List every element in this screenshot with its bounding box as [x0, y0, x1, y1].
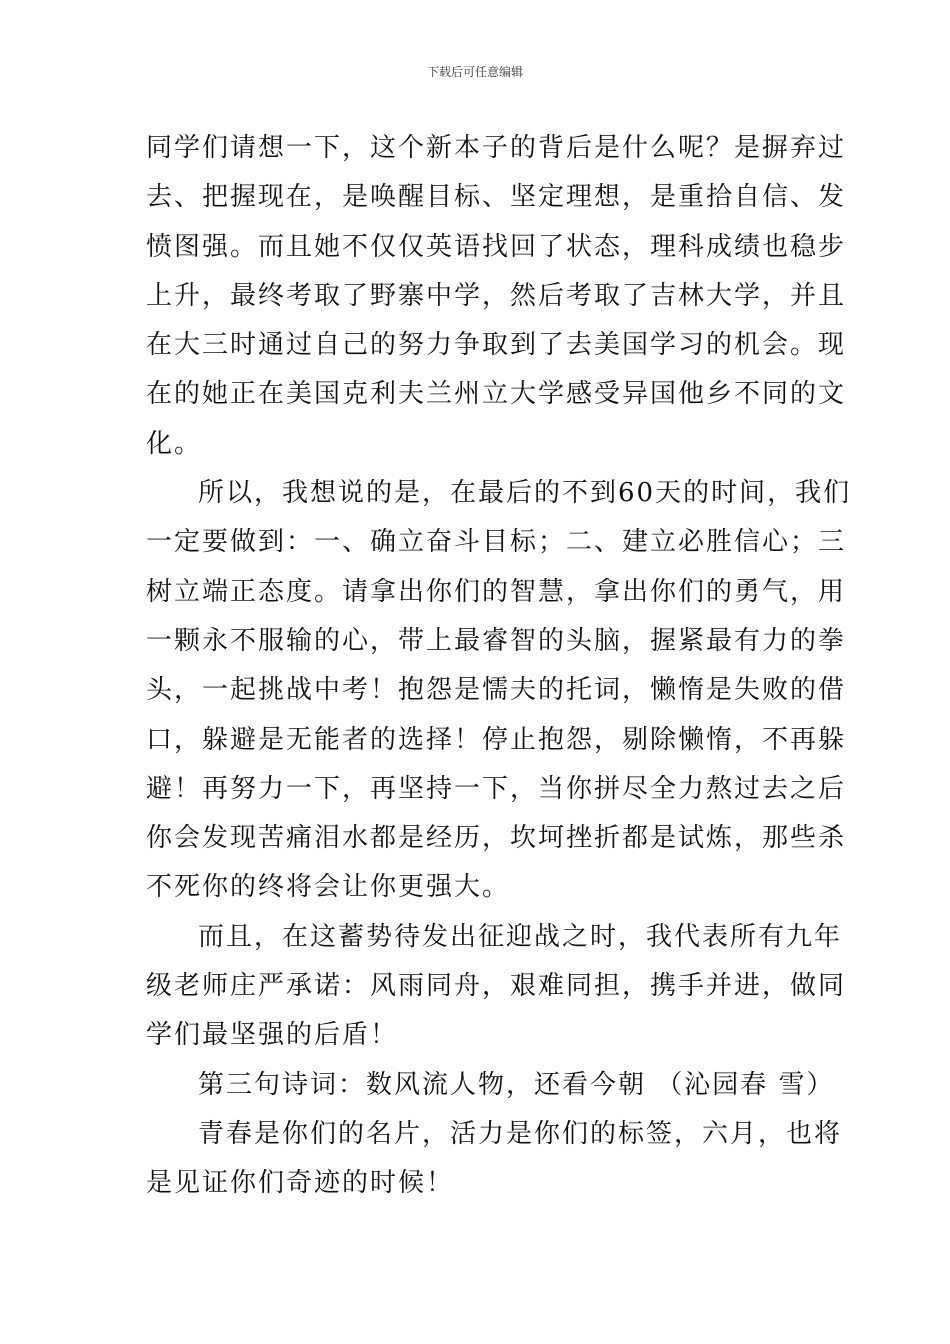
text-line: 口，躲避是无能者的选择！停止抱怨，剔除懒惰，不再躲: [146, 724, 847, 755]
text-line: 学们最坚强的后盾！: [146, 1020, 399, 1051]
paragraph-start-line: 所以，我想说的是，在最后的不到60天的时间，我们: [198, 478, 852, 509]
text-line: 上升，最终考取了野寨中学，然后考取了吉林大学，并且: [146, 280, 847, 311]
text-line: 去、把握现在，是唤醒目标、坚定理想，是重拾自信、发: [146, 182, 847, 213]
text-line: 一定要做到：一、确立奋斗目标；二、建立必胜信心；三: [146, 527, 847, 558]
text-line: 级老师庄严承诺：风雨同舟，艰难同担，携手并进，做同: [146, 971, 847, 1002]
text-line: 愤图强。而且她不仅仅英语找回了状态，理科成绩也稳步: [146, 231, 847, 262]
document-body: [146, 124, 852, 1209]
text-line: 在大三时通过自己的努力争取到了去美国学习的机会。现: [146, 330, 847, 361]
text-line: 一颗永不服输的心，带上最睿智的头脑，握紧最有力的拳: [146, 625, 847, 656]
text-line: 树立端正态度。请拿出你们的智慧，拿出你们的勇气，用: [146, 576, 847, 607]
page-header-note: 下载后可任意编辑: [426, 65, 523, 79]
text-line: 是见证你们奇迹的时候！: [146, 1168, 455, 1199]
poem-line: 第三句诗词：数风流人物，还看今朝 （沁园春 雪）: [198, 1069, 835, 1100]
text-line: 你会发现苦痛泪水都是经历，坎坷挫折都是试炼，那些杀: [146, 823, 847, 854]
text-line: 避！再努力一下，再坚持一下，当你拼尽全力熬过去之后: [146, 773, 847, 804]
text-line: 化。: [146, 428, 203, 459]
text-line: 在的她正在美国克利夫兰州立大学感受异国他乡不同的文: [146, 379, 847, 410]
text-line: 头，一起挑战中考！抱怨是懦夫的托词，懒惰是失败的借: [146, 675, 847, 706]
text-line: 同学们请想一下，这个新本子的背后是什么呢？是摒弃过: [146, 133, 847, 163]
paragraph-start-line: 而且，在这蓄势待发出征迎战之时，我代表所有九年: [198, 921, 843, 952]
text-line: 不死你的终将会让你更强大。: [146, 872, 511, 903]
paragraph-start-line: 青春是你们的名片，活力是你们的标签，六月，也将: [198, 1118, 843, 1149]
